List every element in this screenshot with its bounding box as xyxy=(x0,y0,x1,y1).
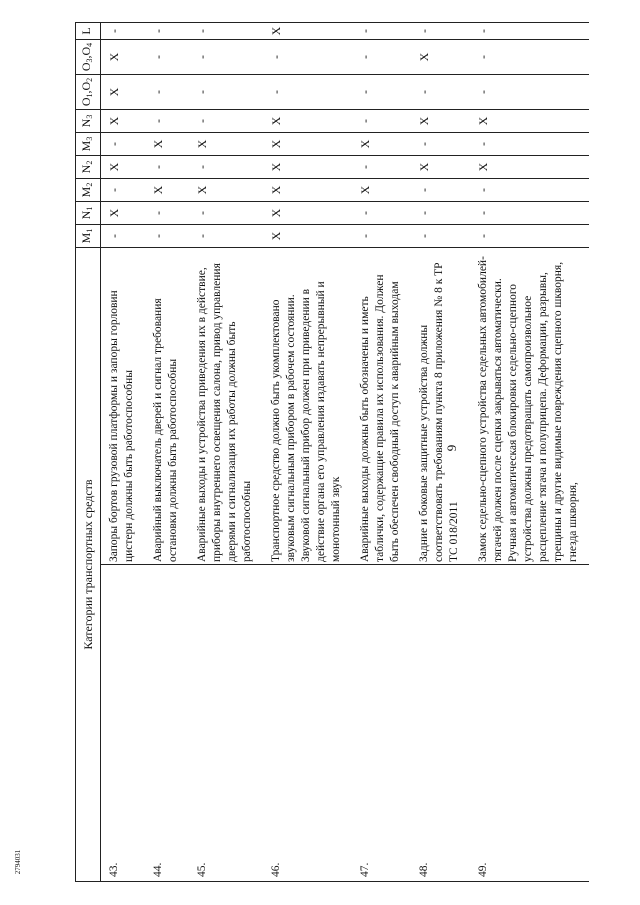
row-mark: - xyxy=(352,156,411,179)
row-requirement-text: Запоры бортов грузовой платформы и запоры горловин цистерн должны быть работоспособны xyxy=(101,248,146,565)
row-mark: - xyxy=(411,75,470,110)
header-col-2: $M_2$ xyxy=(76,179,101,202)
header-col-7: $O_3,O_4$ xyxy=(76,40,101,75)
header-col-5: $N_3$ xyxy=(76,110,101,133)
row-mark: X xyxy=(263,202,352,225)
row-mark: - xyxy=(352,40,411,75)
row-mark: - xyxy=(145,156,189,179)
row-mark: - xyxy=(263,75,352,110)
table-wrapper xyxy=(75,22,579,882)
row-mark: X xyxy=(263,156,352,179)
row-mark: - xyxy=(470,179,589,202)
row-mark: - xyxy=(145,40,189,75)
row-number: 44. xyxy=(145,565,189,882)
row-mark: X xyxy=(411,40,470,75)
row-mark: - xyxy=(470,225,589,248)
row-mark: - xyxy=(189,40,263,75)
row-number: 43. xyxy=(101,565,146,882)
row-requirement-text: Замок седельно-сцепного устройства седельных автомобилей-тягачей должен после сцепки закрываться автоматически. Ручная и автоматическая блокировки седельно-сцепного устройства должны предотвращать самопроизвольное расцепление тягача и полуприцепа. Деформации, разрывы, трещины и другие видимые повреждения сцепного шкворня, гнезда шкворня, xyxy=(470,248,589,565)
row-mark: - xyxy=(470,40,589,75)
table-row xyxy=(470,23,589,882)
row-mark: - xyxy=(352,202,411,225)
row-mark: - xyxy=(470,202,589,225)
row-mark: - xyxy=(411,225,470,248)
row-mark: - xyxy=(470,75,589,110)
row-number: 48. xyxy=(411,565,470,882)
row-mark: X xyxy=(101,202,146,225)
document-code: 2794031 xyxy=(14,849,22,875)
row-number: 47. xyxy=(352,565,411,882)
row-mark: - xyxy=(411,133,470,156)
row-mark: - xyxy=(189,23,263,40)
row-mark: X xyxy=(101,110,146,133)
row-mark: - xyxy=(352,225,411,248)
rotated-table-area xyxy=(75,22,579,882)
header-col-4: $M_3$ xyxy=(76,133,101,156)
header-col-8: L xyxy=(76,23,101,40)
row-mark: X xyxy=(189,133,263,156)
row-mark: - xyxy=(352,23,411,40)
row-requirement-text: Аварийные выходы и устройства приведения их в действие, приборы внутреннего освещения салона, привод управления дверями и сигнализация их работы должны быть работоспособны xyxy=(189,248,263,565)
table-header-row xyxy=(76,23,101,882)
row-number: 45. xyxy=(189,565,263,882)
row-number: 46. xyxy=(263,565,352,882)
table-row xyxy=(101,23,146,882)
header-col-6: $O_1,O_2$ xyxy=(76,75,101,110)
row-mark: X xyxy=(145,133,189,156)
row-mark: X xyxy=(263,179,352,202)
row-mark: - xyxy=(145,225,189,248)
row-mark: - xyxy=(189,110,263,133)
header-col-1: $N_1$ xyxy=(76,202,101,225)
row-mark: X xyxy=(263,133,352,156)
row-requirement-text: Задние и боковые защитные устройства должны соответствовать требованиям пункта 8 приложения № 8 к ТР ТС 018/2011 xyxy=(411,248,470,565)
row-mark: X xyxy=(101,40,146,75)
row-mark: X xyxy=(189,179,263,202)
header-category: Категории транспортных средств xyxy=(76,248,101,882)
row-mark: - xyxy=(101,179,146,202)
row-mark: - xyxy=(470,133,589,156)
row-mark: - xyxy=(145,75,189,110)
row-mark: X xyxy=(470,156,589,179)
header-col-0: $M_1$ xyxy=(76,225,101,248)
row-mark: X xyxy=(263,225,352,248)
row-mark: - xyxy=(411,202,470,225)
row-mark: - xyxy=(101,133,146,156)
row-mark: - xyxy=(411,23,470,40)
row-mark: - xyxy=(189,75,263,110)
row-mark: X xyxy=(411,156,470,179)
row-mark: - xyxy=(411,179,470,202)
row-mark: - xyxy=(189,202,263,225)
requirements-table xyxy=(75,22,589,882)
row-mark: - xyxy=(352,75,411,110)
header-col-3: $N_2$ xyxy=(76,156,101,179)
row-mark: X xyxy=(263,110,352,133)
row-requirement-text: Аварийные выходы должны быть обозначены и иметь таблички, содержащие правила их использования. Должен быть обеспечен свободный доступ к аварийным выходам xyxy=(352,248,411,565)
row-mark: X xyxy=(101,156,146,179)
row-requirement-text: Транспортное средство должно быть укомплектовано звуковым сигнальным прибором в рабочем состоянии. Звуковой сигнальный прибор должен при приведении в действие органа его управления издавать непрерывный и монотонный звук xyxy=(263,248,352,565)
table-body xyxy=(101,23,590,882)
row-mark: - xyxy=(263,40,352,75)
table-row xyxy=(263,23,352,882)
row-mark: - xyxy=(145,23,189,40)
row-mark: - xyxy=(145,202,189,225)
row-mark: X xyxy=(352,133,411,156)
row-requirement-text: Аварийный выключатель дверей и сигнал требования остановки должны быть работоспособны xyxy=(145,248,189,565)
row-mark: - xyxy=(352,110,411,133)
table-row xyxy=(189,23,263,882)
row-mark: X xyxy=(470,110,589,133)
row-mark: X xyxy=(145,179,189,202)
row-mark: X xyxy=(352,179,411,202)
row-mark: - xyxy=(189,225,263,248)
page-number: 9 xyxy=(444,444,459,452)
row-mark: X xyxy=(411,110,470,133)
row-mark: - xyxy=(101,225,146,248)
row-mark: X xyxy=(101,75,146,110)
row-number: 49. xyxy=(470,565,589,882)
table-row xyxy=(352,23,411,882)
table-row xyxy=(145,23,189,882)
row-mark: - xyxy=(145,110,189,133)
row-mark: - xyxy=(101,23,146,40)
row-mark: X xyxy=(263,23,352,40)
row-mark: - xyxy=(470,23,589,40)
row-mark: - xyxy=(189,156,263,179)
table-row xyxy=(411,23,470,882)
